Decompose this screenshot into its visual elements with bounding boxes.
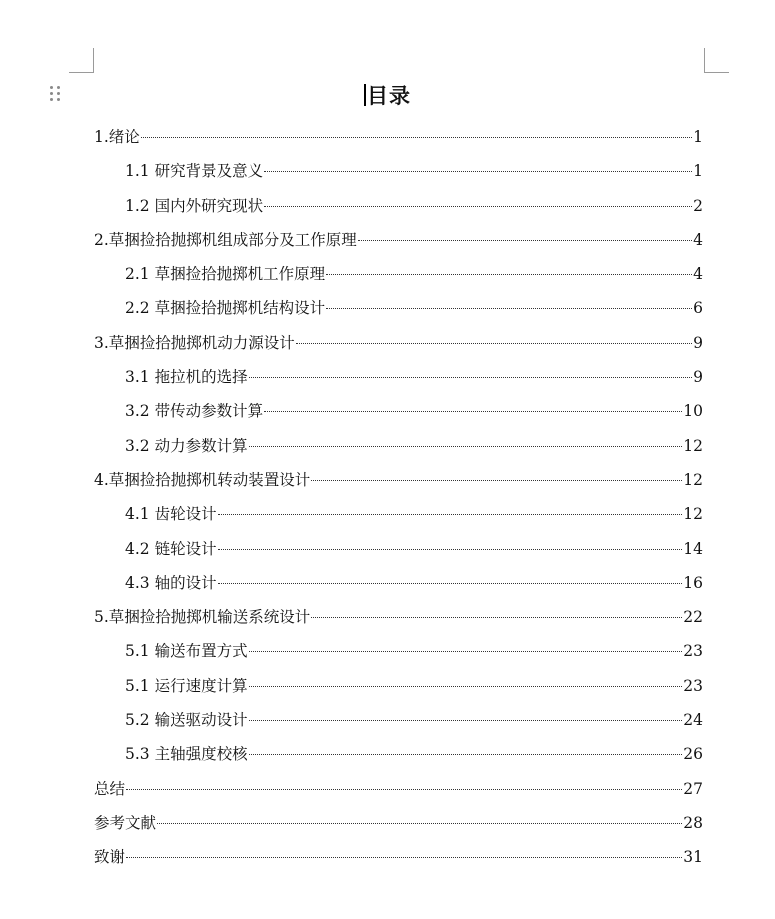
toc-entry-page-number: 31	[683, 848, 703, 867]
toc-entry-label: 3.1 拖拉机的选择	[125, 368, 248, 387]
toc-entry-page-number: 1	[693, 128, 703, 146]
toc-entry[interactable]	[94, 634, 703, 668]
toc-dot-leader	[326, 274, 692, 275]
toc-dot-leader	[218, 514, 683, 515]
toc-entry-page-number: 28	[683, 813, 703, 832]
toc-entry-label: 4.1 齿轮设计	[125, 505, 217, 524]
toc-entry-label: 1.2 国内外研究现状	[125, 196, 264, 215]
table-of-contents	[94, 120, 703, 875]
toc-dot-leader	[249, 754, 683, 755]
toc-entry-page-number: 26	[683, 745, 703, 764]
toc-dot-leader	[218, 583, 683, 584]
toc-entry-page-number: 23	[683, 676, 703, 695]
toc-dot-leader	[249, 377, 693, 378]
toc-dot-leader	[264, 411, 682, 412]
toc-entry-label: 3.草捆捡拾抛掷机动力源设计	[94, 333, 295, 352]
toc-entry[interactable]	[94, 669, 703, 703]
toc-dot-leader	[249, 686, 683, 687]
toc-entry-page-number: 2	[693, 196, 703, 215]
toc-entry[interactable]	[94, 360, 703, 394]
toc-entry[interactable]	[94, 120, 703, 154]
toc-title-text: 目录	[367, 83, 411, 108]
toc-dot-leader	[249, 651, 683, 652]
toc-dot-leader	[326, 308, 692, 309]
toc-entry-label: 5.3 主轴强度校核	[125, 745, 248, 764]
toc-entry[interactable]	[94, 394, 703, 428]
toc-entry-label: 4.2 链轮设计	[125, 539, 217, 558]
toc-entry[interactable]	[94, 223, 703, 257]
toc-entry-page-number: 12	[683, 436, 703, 455]
toc-entry[interactable]	[94, 532, 703, 566]
toc-dot-leader	[311, 480, 682, 481]
toc-entry-label: 总结	[94, 779, 126, 798]
toc-entry-label: 参考文献	[94, 813, 157, 832]
toc-dot-leader	[311, 617, 682, 618]
toc-dot-leader	[126, 789, 682, 790]
toc-entry[interactable]	[94, 429, 703, 463]
toc-entry-page-number: 23	[683, 642, 703, 661]
toc-dot-leader	[218, 549, 683, 550]
toc-entry[interactable]	[94, 600, 703, 634]
toc-entry-label: 5.1 输送布置方式	[125, 642, 248, 661]
toc-entry-page-number: 4	[693, 230, 703, 249]
toc-entry-page-number: 27	[683, 779, 703, 798]
toc-entry-label: 4.草捆捡拾抛掷机转动装置设计	[94, 470, 311, 489]
toc-dot-leader	[296, 343, 692, 344]
toc-entry-page-number: 24	[683, 711, 703, 730]
toc-entry[interactable]	[94, 257, 703, 291]
toc-entry-label: 1.绪论	[94, 128, 140, 146]
toc-title[interactable]	[0, 80, 775, 110]
page-corner-mark-top-left	[69, 48, 94, 73]
toc-entry[interactable]	[94, 806, 703, 840]
toc-entry-page-number: 12	[683, 505, 703, 524]
toc-entry-label: 2.草捆捡拾抛掷机组成部分及工作原理	[94, 230, 357, 249]
toc-entry[interactable]	[94, 703, 703, 737]
toc-dot-leader	[264, 206, 692, 207]
toc-entry[interactable]	[94, 463, 703, 497]
toc-entry-page-number: 12	[683, 470, 703, 489]
toc-dot-leader	[157, 823, 682, 824]
toc-dot-leader	[249, 446, 683, 447]
toc-entry-page-number: 14	[683, 539, 703, 558]
toc-entry[interactable]	[94, 291, 703, 325]
toc-dot-leader	[358, 240, 692, 241]
toc-entry-label: 5.草捆捡拾抛掷机输送系统设计	[94, 608, 311, 627]
toc-dot-leader	[141, 137, 692, 138]
toc-entry-label: 5.1 运行速度计算	[125, 676, 248, 695]
toc-entry-page-number: 1	[693, 162, 703, 181]
page-corner-mark-top-right	[704, 48, 729, 73]
toc-entry-label: 4.3 轴的设计	[125, 573, 217, 592]
toc-entry[interactable]	[94, 497, 703, 531]
toc-entry-page-number: 9	[693, 333, 703, 352]
toc-entry-page-number: 4	[693, 265, 703, 284]
toc-entry-label: 5.2 输送驱动设计	[125, 711, 248, 730]
text-cursor	[364, 84, 366, 106]
toc-entry-label: 3.2 带传动参数计算	[125, 402, 264, 421]
toc-entry-page-number: 6	[693, 299, 703, 318]
toc-entry-label: 1.1 研究背景及意义	[125, 162, 264, 181]
toc-entry-page-number: 10	[683, 402, 703, 421]
toc-dot-leader	[264, 171, 692, 172]
toc-entry-page-number: 22	[683, 608, 703, 627]
toc-entry[interactable]	[94, 154, 703, 188]
toc-entry-label: 2.2 草捆捡拾抛掷机结构设计	[125, 299, 326, 318]
toc-entry-page-number: 16	[683, 573, 703, 592]
toc-entry[interactable]	[94, 326, 703, 360]
toc-entry-label: 致谢	[94, 848, 126, 867]
toc-entry[interactable]	[94, 772, 703, 806]
toc-dot-leader	[126, 857, 682, 858]
toc-entry[interactable]	[94, 737, 703, 771]
toc-entry-label: 3.2 动力参数计算	[125, 436, 248, 455]
toc-dot-leader	[249, 720, 683, 721]
toc-entry-label: 2.1 草捆捡拾抛掷机工作原理	[125, 265, 326, 284]
toc-entry-page-number: 9	[693, 368, 703, 387]
toc-entry[interactable]	[94, 566, 703, 600]
toc-entry[interactable]	[94, 840, 703, 874]
toc-entry[interactable]	[94, 189, 703, 223]
